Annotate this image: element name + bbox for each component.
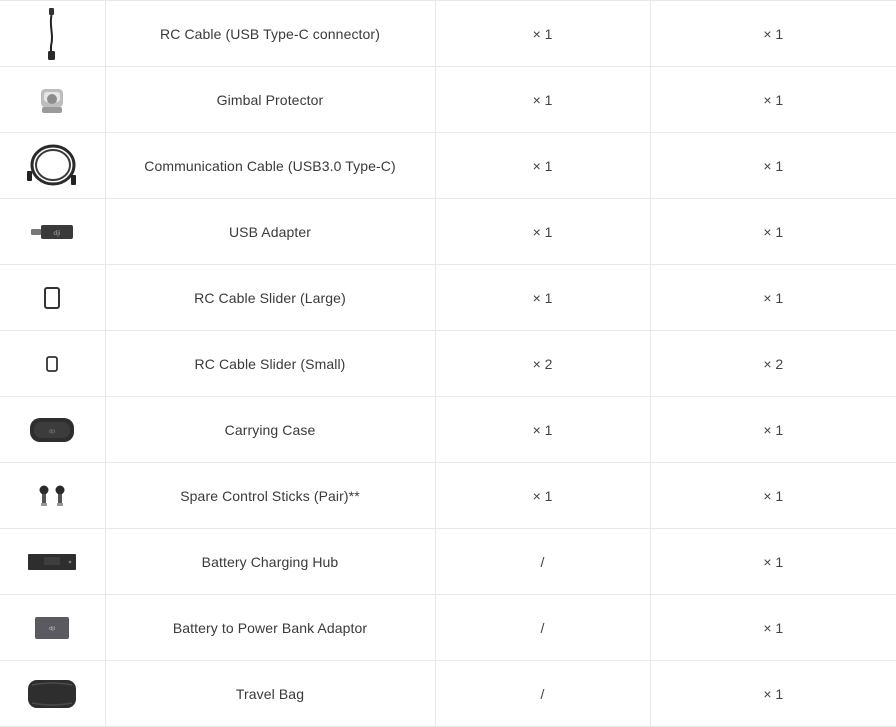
control-sticks-icon <box>35 484 69 508</box>
table-row <box>0 529 896 595</box>
quantity-combo: × 1 <box>650 463 896 529</box>
table-row <box>0 133 896 199</box>
item-name: Communication Cable (USB3.0 Type-C) <box>105 133 435 199</box>
quantity-combo: × 1 <box>650 199 896 265</box>
table-row <box>0 463 896 529</box>
quantity-standard: × 1 <box>435 199 650 265</box>
svg-text:dji: dji <box>53 229 61 237</box>
item-name: Spare Control Sticks (Pair)** <box>105 463 435 529</box>
item-image-cell <box>0 199 105 265</box>
item-image-cell <box>0 133 105 199</box>
item-name: RC Cable Slider (Small) <box>105 331 435 397</box>
quantity-standard: / <box>435 595 650 661</box>
item-name: Battery Charging Hub <box>105 529 435 595</box>
carrying-case-icon <box>28 415 76 445</box>
table-row <box>0 397 896 463</box>
item-image-cell <box>0 463 105 529</box>
quantity-standard: × 1 <box>435 265 650 331</box>
table-row <box>0 661 896 727</box>
item-image-cell <box>0 661 105 727</box>
svg-text:dji: dji <box>49 428 56 435</box>
item-image-cell <box>0 397 105 463</box>
rc-cable-slider-large-icon <box>43 286 61 310</box>
table-row <box>0 67 896 133</box>
quantity-combo: × 1 <box>650 529 896 595</box>
item-image-cell <box>0 67 105 133</box>
item-name: RC Cable (USB Type-C connector) <box>105 1 435 67</box>
item-image-cell <box>0 331 105 397</box>
quantity-combo: × 1 <box>650 595 896 661</box>
item-image-cell <box>0 1 105 67</box>
quantity-combo: × 1 <box>650 661 896 727</box>
item-image-cell <box>0 595 105 661</box>
item-name: Battery to Power Bank Adaptor <box>105 595 435 661</box>
charging-hub-icon <box>26 551 78 573</box>
quantity-standard: × 1 <box>435 397 650 463</box>
quantity-combo: × 1 <box>650 265 896 331</box>
usb-adapter-icon <box>29 222 75 242</box>
quantity-combo: × 2 <box>650 331 896 397</box>
quantity-standard: / <box>435 661 650 727</box>
gimbal-protector-icon <box>37 85 67 115</box>
rc-cable-icon <box>37 6 67 62</box>
quantity-standard: × 1 <box>435 133 650 199</box>
item-name: Travel Bag <box>105 661 435 727</box>
communication-cable-icon <box>25 141 79 191</box>
item-name: RC Cable Slider (Large) <box>105 265 435 331</box>
table-row <box>0 331 896 397</box>
item-name: Carrying Case <box>105 397 435 463</box>
quantity-standard: × 1 <box>435 463 650 529</box>
quantity-combo: × 1 <box>650 67 896 133</box>
item-image-cell <box>0 529 105 595</box>
quantity-standard: × 1 <box>435 1 650 67</box>
item-image-cell <box>0 265 105 331</box>
table-row <box>0 265 896 331</box>
item-name: Gimbal Protector <box>105 67 435 133</box>
quantity-combo: × 1 <box>650 1 896 67</box>
quantity-standard: × 1 <box>435 67 650 133</box>
table-row <box>0 199 896 265</box>
table-row <box>0 1 896 67</box>
quantity-standard: / <box>435 529 650 595</box>
quantity-combo: × 1 <box>650 397 896 463</box>
item-name: USB Adapter <box>105 199 435 265</box>
quantity-combo: × 1 <box>650 133 896 199</box>
svg-text:dji: dji <box>49 625 56 632</box>
quantity-standard: × 2 <box>435 331 650 397</box>
rc-cable-slider-small-icon <box>45 355 59 373</box>
power-bank-adaptor-icon <box>33 615 71 641</box>
travel-bag-icon <box>26 677 78 711</box>
table-row <box>0 595 896 661</box>
